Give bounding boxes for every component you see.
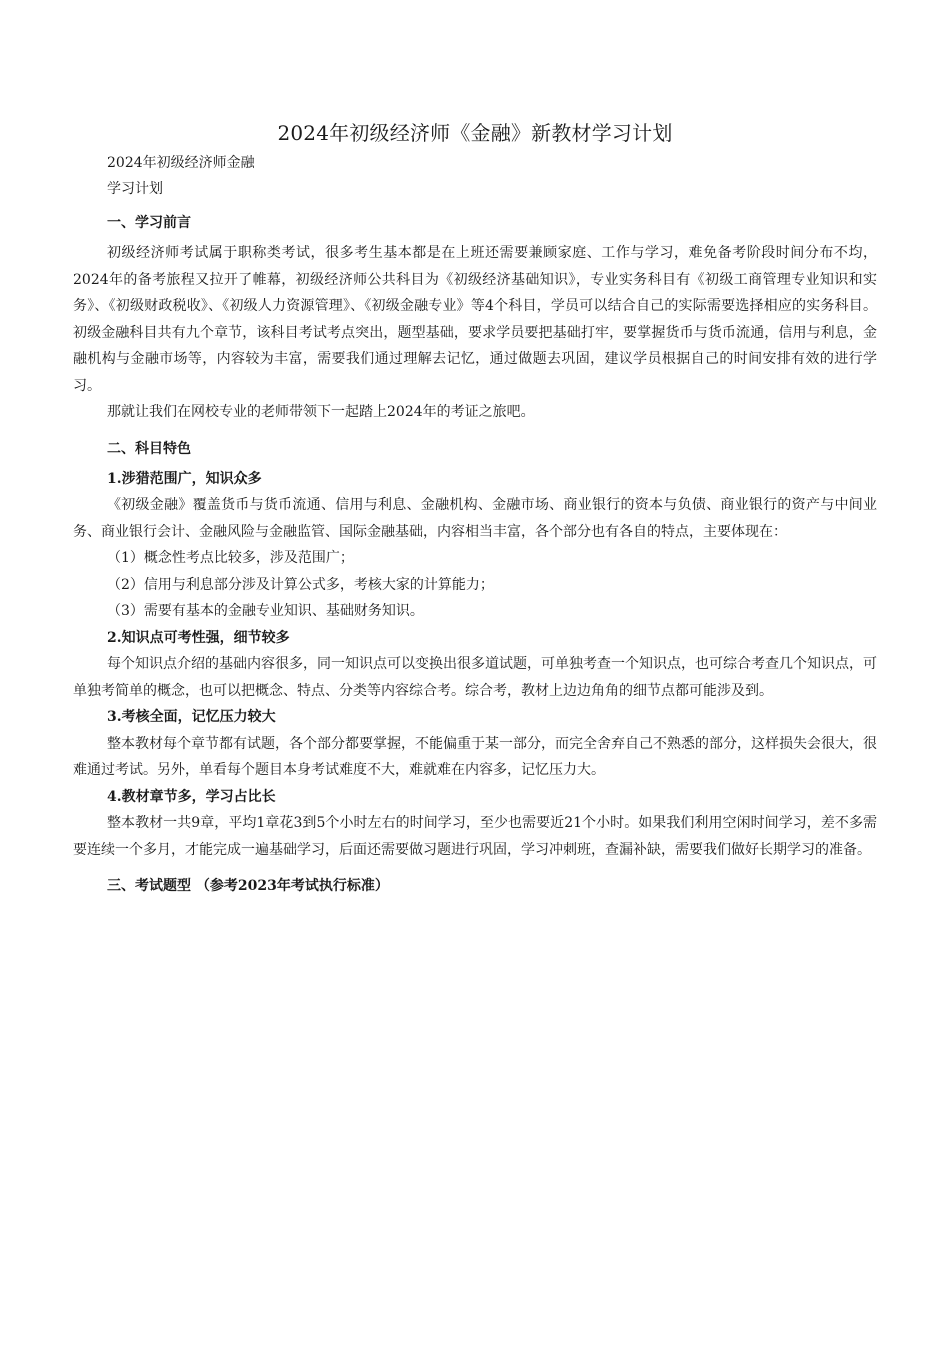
document-subtitle-plan: 学习计划	[107, 181, 163, 197]
feature-list-item: （1）概念性考点比较多，涉及范围广；	[107, 550, 354, 566]
section-heading-subject-features: 二、科目特色	[107, 440, 191, 457]
document-body	[73, 150, 877, 899]
feature-paragraph-2: 每个知识点介绍的基础内容很多，同一知识点可以变换出很多道试题，可单独考查一个知识点，也可综合考查几个知识点，可单独考简单的概念，也可以把概念、特点、分类等内容综合考。综合考，教材上边边角角的细节点都可能涉及到。	[73, 656, 877, 699]
feature-paragraph-1: 《初级金融》覆盖货币与货币流通、信用与利息、金融机构、金融市场、商业银行的资本与负债、商业银行的资产与中间业务、商业银行会计、金融风险与金融监管、国际金融基础，内容相当丰富，各个部分也有各自的特点，主要体现在：	[73, 497, 877, 540]
section-heading-exam-format: 三、考试题型 （参考2023年考试执行标准）	[107, 878, 389, 894]
feature-heading-4: 4.教材章节多，学习占比长	[107, 788, 276, 805]
preface-paragraph: 初级经济师考试属于职称类考试，很多考生基本都是在上班还需要兼顾家庭、工作与学习，难免备考阶段时间分布不均，2024年的备考旅程又拉开了帷幕，初级经济师公共科目为《初级经济基础知识》，专业实务科目有《初级工商管理专业知识和实务》、《初级财政税收》、《初级人力资源管理》、《初级金融专业》等4个科目，学员可以结合自己的实际需要选择相应的实务科目。初级金融科目共有九个章节，该科目考试考点突出，题型基础，要求学员要把基础打牢，要掌握货币与货币流通，信用与利息，金融机构与金融市场等，内容较为丰富，需要我们通过理解去记忆，通过做题去巩固，建议学员根据自己的时间安排有效的进行学习。	[73, 245, 877, 394]
feature-paragraph-3: 整本教材每个章节都有试题，各个部分都要掌握，不能偏重于某一部分，而完全舍弃自己不熟悉的部分，这样损失会很大，很难通过考试。另外，单看每个题目本身考试难度不大，难就难在内容多，记忆压力大。	[73, 735, 877, 778]
document-title: 2024年初级经济师《金融》新教材学习计划	[277, 121, 673, 146]
feature-heading-1: 1.涉猎范围广，知识众多	[107, 470, 262, 487]
feature-list-item: （3）需要有基本的金融专业知识、基础财务知识。	[107, 603, 424, 619]
feature-list-item: （2）信用与利息部分涉及计算公式多，考核大家的计算能力；	[107, 576, 494, 593]
section-heading-preface: 一、学习前言	[107, 215, 191, 231]
preface-closing-paragraph: 那就让我们在网校专业的老师带领下一起踏上2024年的考证之旅吧。	[107, 404, 535, 420]
feature-paragraph-4: 整本教材一共9章，平均1章花3到5个小时左右的时间学习，至少也需要近21个小时。如果我们利用空闲时间学习，差不多需要连续一个多月，才能完成一遍基础学习，后面还需要做习题进行巩固，学习冲刺班，查漏补缺，需要我们做好长期学习的准备。	[73, 815, 877, 858]
feature-heading-2: 2.知识点可考性强，细节较多	[107, 629, 290, 646]
document-subtitle: 2024年初级经济师金融	[107, 155, 255, 171]
feature-heading-3: 3.考核全面，记忆压力较大	[107, 709, 276, 725]
